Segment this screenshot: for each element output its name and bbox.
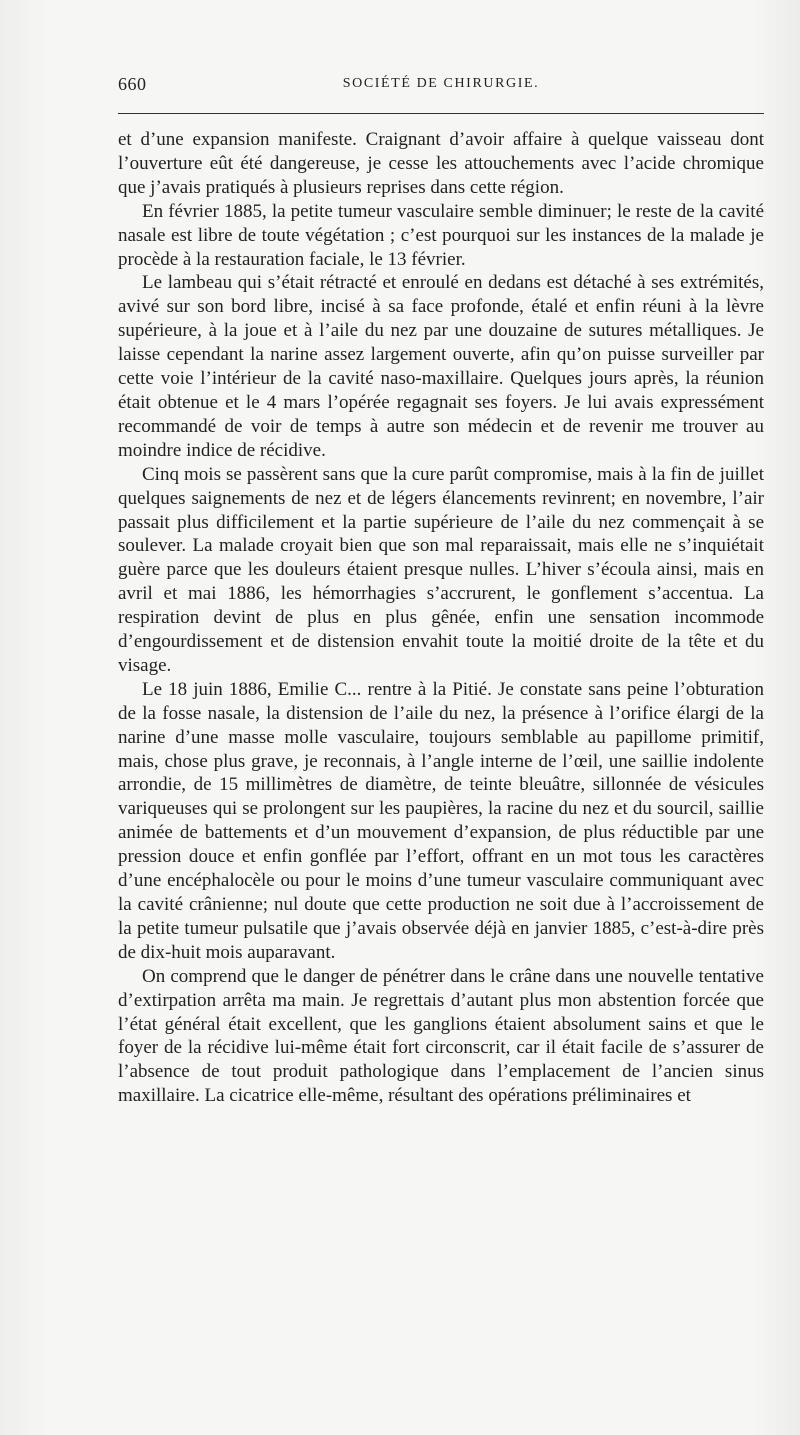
running-title: SOCIÉTÉ DE CHIRURGIE. — [342, 76, 540, 91]
body-text — [118, 128, 764, 1108]
paragraph: On comprend que le danger de pénétrer dans le crâne dans une nouvelle tentative d’extirpation arrêta ma main. Je regrettais d’autant plus mon abstention forcée que l’état général était excellent, que les ganglions étaient absolument sains et que le foyer de la récidive lui-même était fort circonscrit, car il était facile de s’assurer de l’absence de tout produit pathologique dans l’emplacement de l’ancien sinus maxillaire. La cicatrice elle-même, résultant des opérations préliminaires et — [118, 965, 764, 1107]
header-rule — [118, 113, 764, 114]
paragraph: En février 1885, la petite tumeur vasculaire semble diminuer; le reste de la cavité nasale est libre de toute végétation ; c’est pourquoi sur les instances de la malade je procède à la restauration faciale, le 13 février. — [118, 200, 764, 270]
page-header — [118, 74, 764, 98]
paragraph: Le 18 juin 1886, Emilie C... rentre à la Pitié. Je constate sans peine l’obturation de la fosse nasale, la distension de l’aile du nez, la présence à l’orifice élargi de la narine d’une masse molle vasculaire, toujours semblable au papillome primitif, mais, chose plus grave, je reconnais, à l’angle interne de l’œil, une saillie indolente arrondie, de 15 millimètres de diamètre, de teinte bleuâtre, sillonnée de vésicules variqueuses qui se prolongent sur les paupières, la racine du nez et du sourcil, saillie animée de battements et d’un mouvement d’expansion, de plus réductible par une pression douce et enfin gonflée par l’effort, offrant en un mot tous les caractères d’une encéphalocèle ou pour le moins d’une tumeur vasculaire communiquant avec la cavité crânienne; nul doute que cette production ne soit due à l’accroissement de la petite tumeur pulsatile que j’avais observée déjà en janvier 1885, c’est-à-dire près de dix-huit mois auparavant. — [118, 678, 764, 963]
paragraph: et d’une expansion manifeste. Craignant d’avoir affaire à quelque vaisseau dont l’ouverture eût été dangereuse, je cesse les attouchements avec l’acide chromique que j’avais pratiqués à plusieurs reprises dans cette région. — [118, 129, 764, 198]
paragraph: Cinq mois se passèrent sans que la cure parût compromise, mais à la fin de juillet quelques saignements de nez et de légers élancements revinrent; en novembre, l’air passait plus difficilement et la partie supérieure de l’aile du nez commençait à se soulever. La malade croyait bien que son mal reparaissait, mais elle ne s’inquiétait guère parce que les douleurs étaient presque nulles. L’hiver s’écoula ainsi, mais en avril et mai 1886, les hémorrhagies s’accrurent, le gonflement s’accentua. La respiration devint de plus en plus gênée, enfin une sensation incommode d’engourdissement et de distension envahit toute la moitié droite de la tête et du visage. — [118, 463, 764, 676]
paragraph: Le lambeau qui s’était rétracté et enroulé en dedans est détaché à ses extrémités, avivé sur son bord libre, incisé à sa face profonde, étalé et enfin réuni à la lèvre supérieure, à la joue et à l’aile du nez par une douzaine de sutures métalliques. Je laisse cependant la narine assez largement ouverte, afin qu’on puisse surveiller par cette voie l’intérieur de la cavité naso-maxillaire. Quelques jours après, la réunion était obtenue et le 4 mars l’opérée regagnait ses foyers. Je lui avais expressément recommandé de voir de temps à autre son médecin et de revenir me trouver au moindre indice de récidive. — [118, 272, 764, 461]
page-number: 660 — [118, 74, 147, 94]
